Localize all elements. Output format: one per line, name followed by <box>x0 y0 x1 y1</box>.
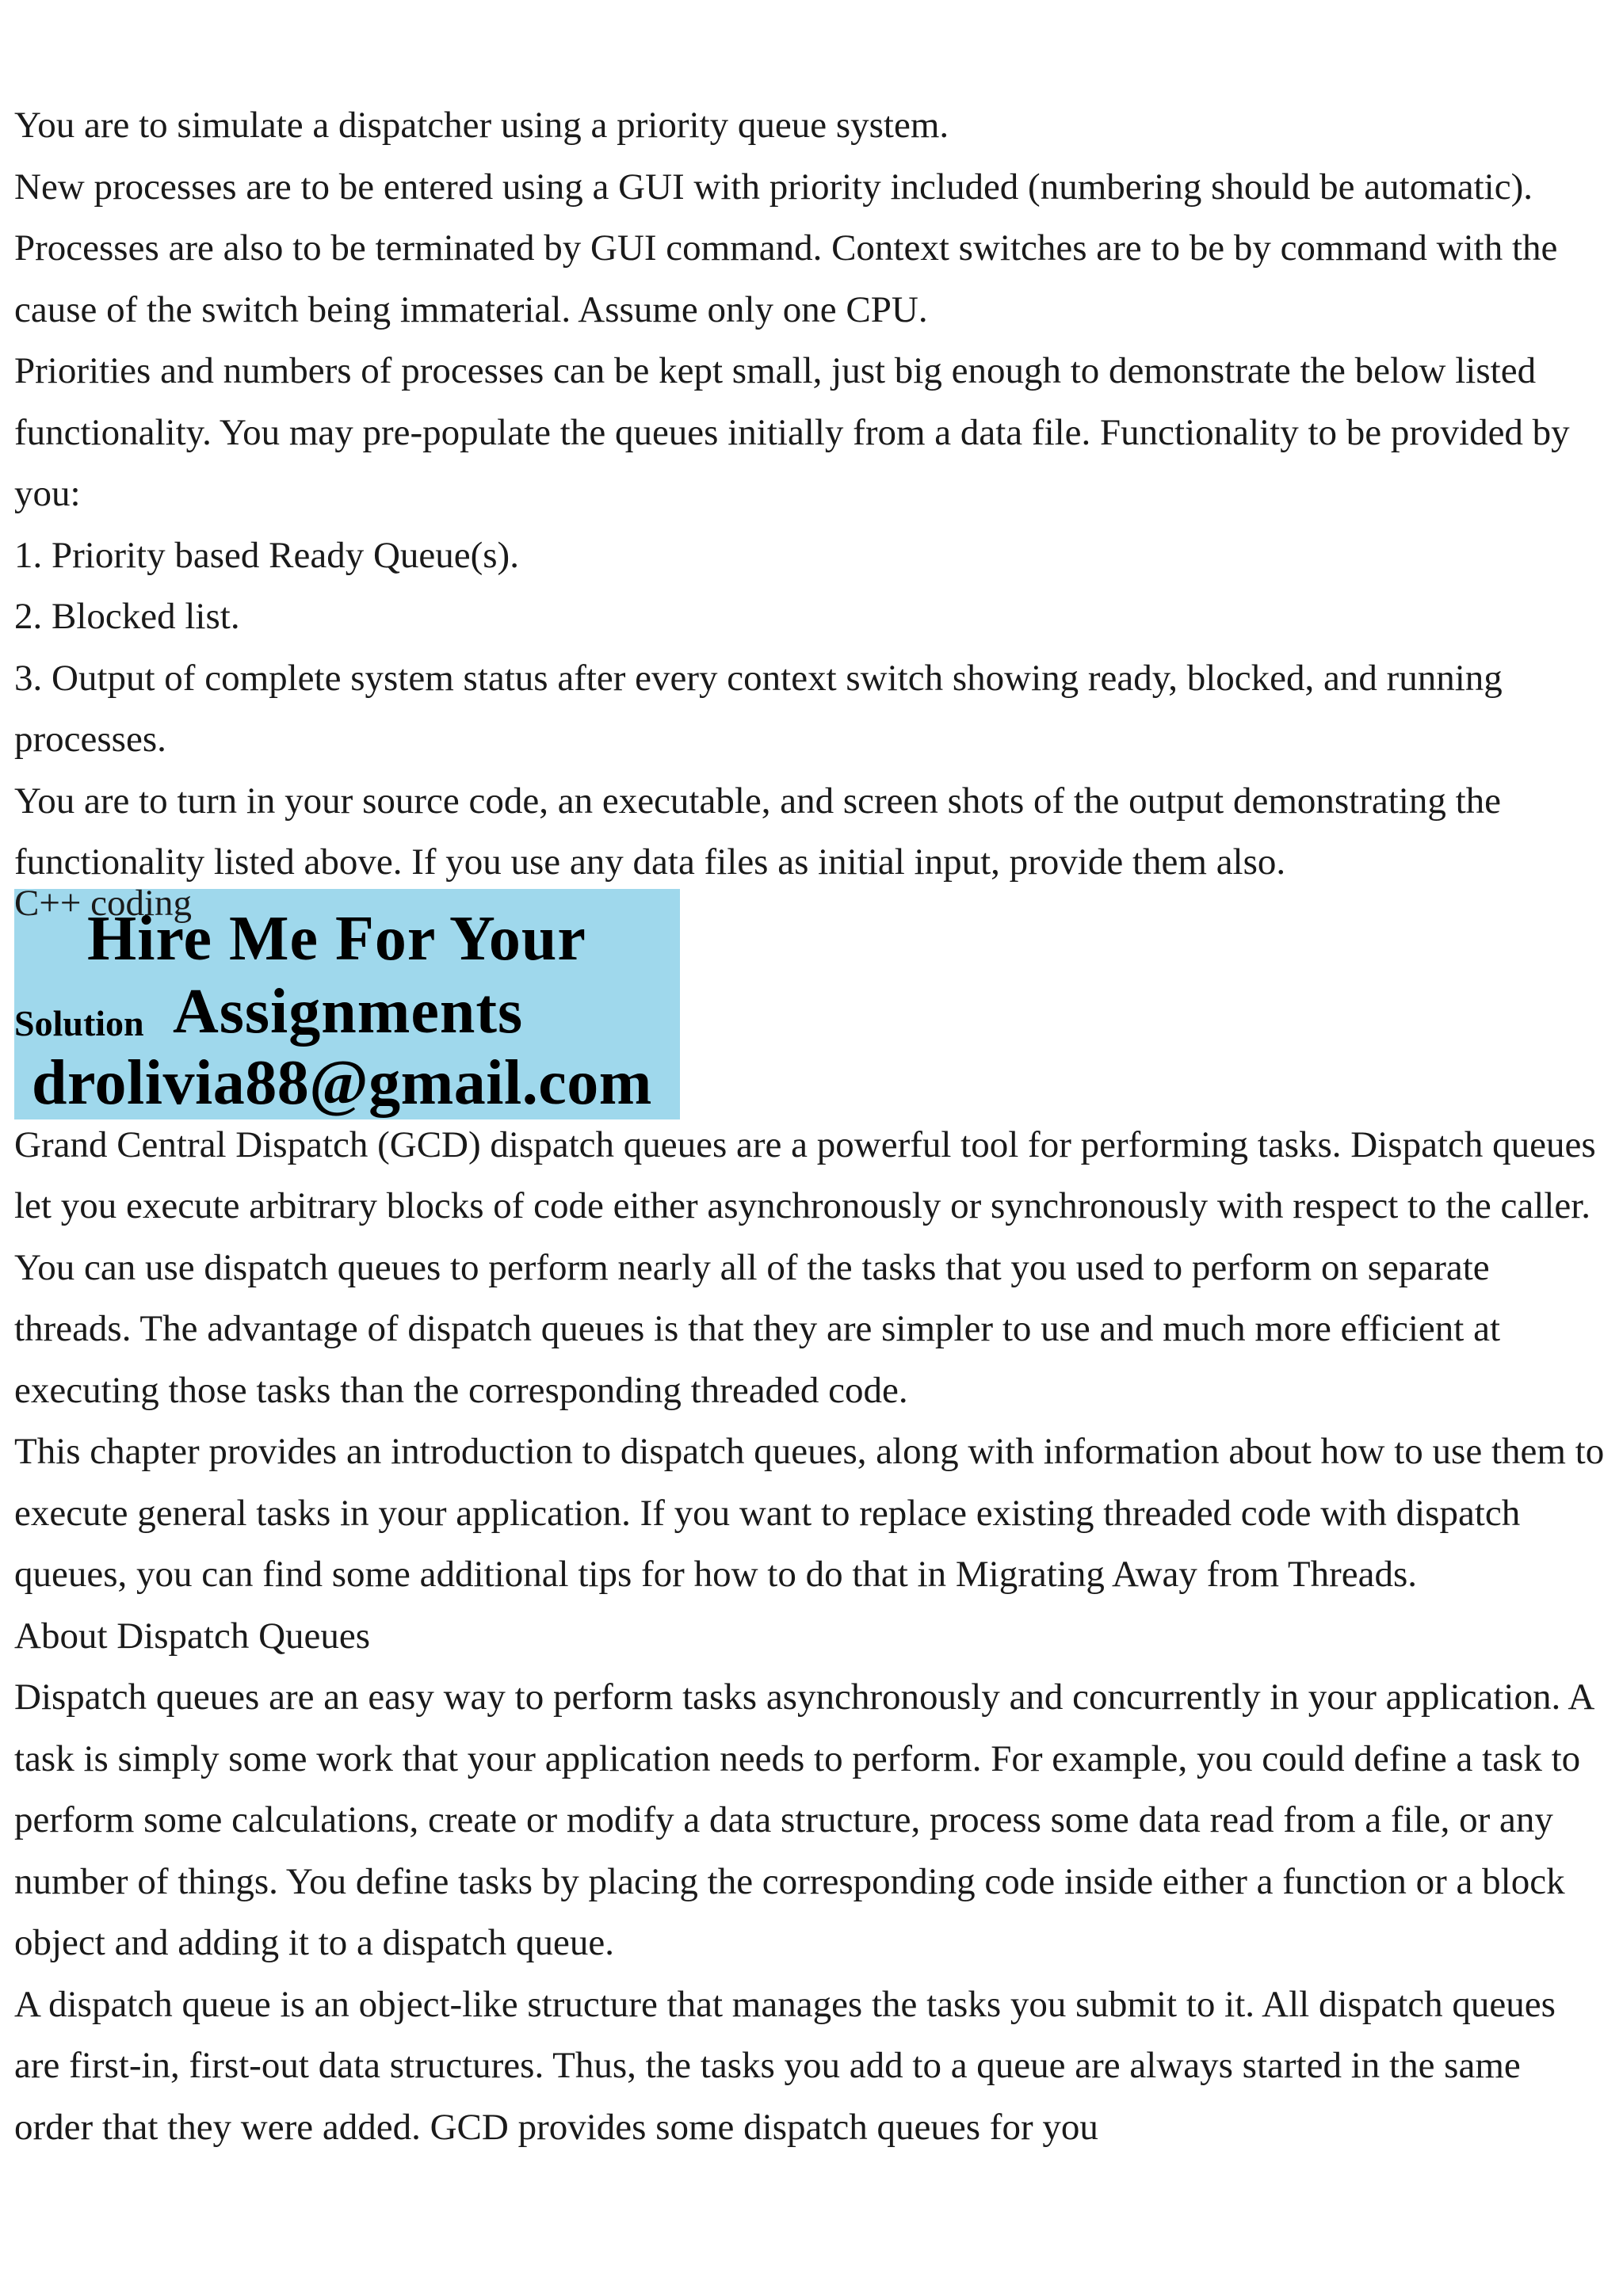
banner-assignments: Assignments <box>173 976 524 1047</box>
assignment-gui-requirements: New processes are to be entered using a GUI with priority included (numbering should be automatic). Processes are also to be terminated by GUI command. Context switches are to be by command with the cause of the switch being immaterial. Assume only one CPU. <box>14 166 1558 330</box>
assignment-functionality-intro: Priorities and numbers of processes can be kept small, just big enough to demonstrate the below listed functionality. You may pre-populate the queues initially from a data file. Functionality to be provided by you: <box>14 350 1570 514</box>
assignment-intro: You are to simulate a dispatcher using a priority queue system. <box>14 105 949 146</box>
gcd-intro-paragraph: Grand Central Dispatch (GCD) dispatch queues are a powerful tool for performing tasks. Dispatch queues let you execute arbitrary blocks of code either asynchronously or synchronously with respect to the caller. You can use dispatch queues to perform nearly all of the tasks that you used to perform on separate threads. The advantage of dispatch queues is that they are simpler to use and much more efficient at executing those tasks than the corresponding threaded code. <box>14 1123 1596 1411</box>
assignment-turn-in: You are to turn in your source code, an executable, and screen shots of the output demonstrating the functionality listed above. If you use any data files as initial input, provide them also. <box>14 780 1502 883</box>
document-page <box>14 95 1607 2158</box>
hire-me-banner <box>14 889 680 1119</box>
dispatch-queue-structure-paragraph: A dispatch queue is an object-like structure that manages the tasks you submit to it. All dispatch queues are first-in, first-out data structures. Thus, the tasks you add to a queue are always started in the same order that they were added. GCD provides some dispatch queues for you <box>14 1983 1556 2148</box>
banner-email: drolivia88@gmail.com <box>32 1047 652 1118</box>
assignment-item-2: 2. Blocked list. <box>14 596 240 637</box>
banner-solution-label: Solution <box>14 1002 144 1043</box>
chapter-overview-paragraph: This chapter provides an introduction to dispatch queues, along with information about how to use them to execute general tasks in your application. If you want to replace existing threaded code with dispatch queues, you can find some additional tips for how to do that in Migrating Away from Threads. <box>14 1431 1605 1595</box>
section-heading-about-dispatch-queues: About Dispatch Queues <box>14 1615 371 1657</box>
assignment-item-3: 3. Output of complete system status after every context switch showing ready, blocked, and running processes. <box>14 657 1503 760</box>
assignment-item-1: 1. Priority based Ready Queue(s). <box>14 534 519 576</box>
cpp-coding-label: C++ coding <box>14 888 193 924</box>
dispatch-queues-description: Dispatch queues are an easy way to perform tasks asynchronously and concurrently in your application. A task is simply some work that your application needs to perform. For example, you could define a task to perform some calculations, create or modify a data structure, process some data read from a file, or any number of things. You define tasks by placing the corresponding code inside either a function or a block object and adding it to a dispatch queue. <box>14 1676 1593 1963</box>
banner-headline: Hire Me For Your <box>87 903 586 974</box>
